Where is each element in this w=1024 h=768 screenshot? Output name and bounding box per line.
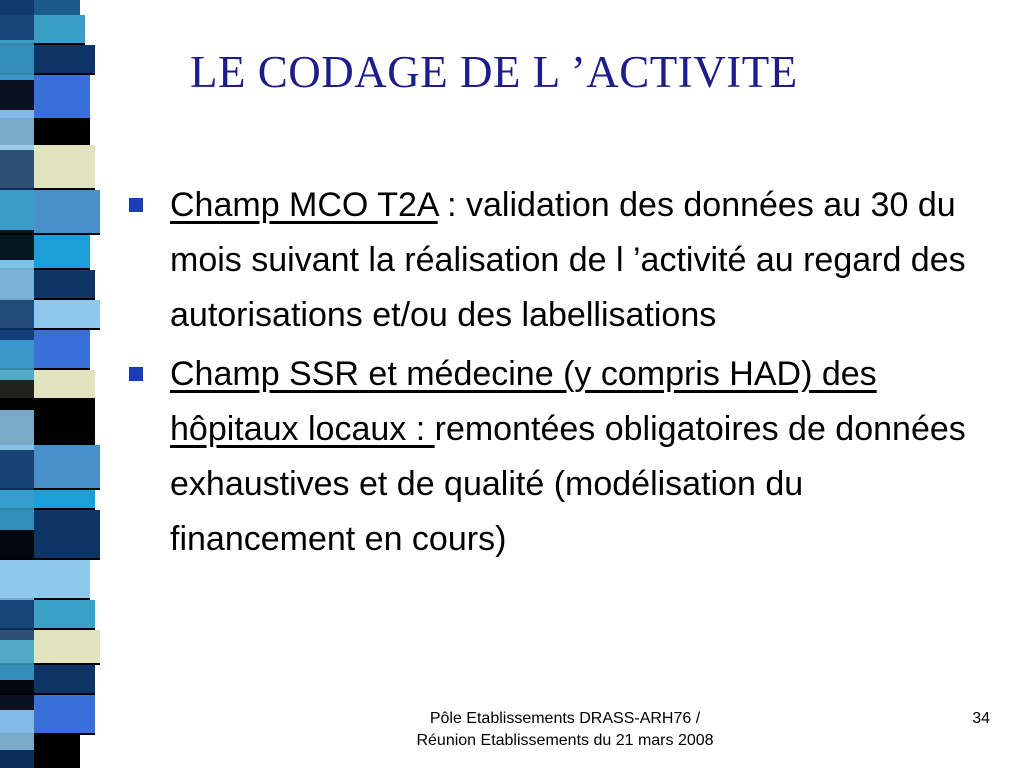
square-bullet-icon <box>129 367 143 381</box>
bullet-heading: Champ MCO T2A <box>170 186 438 224</box>
decorative-stripe-edge <box>0 0 34 768</box>
page-number: 34 <box>972 710 990 727</box>
bullet-item <box>127 347 967 567</box>
bullet-list <box>127 178 967 571</box>
decorative-stripe-bar <box>0 0 100 768</box>
bullet-item <box>127 178 967 343</box>
bullet-text: : validation des données au 30 du mois suivant la réalisation de l ’activité au regard des autorisations et/ou des labellisations <box>170 186 966 334</box>
square-bullet-icon <box>129 198 143 212</box>
bullet-heading: Champ SSR et médecine (y compris HAD) des hôpitaux locaux : <box>170 355 877 448</box>
bullet-text: remontées obligatoires de données exhaustives et de qualité (modélisation du financement en cours) <box>170 410 966 558</box>
slide-title: LE CODAGE DE L ’ACTIVITE <box>190 47 798 97</box>
footer-text: Pôle Etablissements DRASS-ARH76 / Réunion Etablissements du 21 mars 2008 <box>416 710 714 749</box>
